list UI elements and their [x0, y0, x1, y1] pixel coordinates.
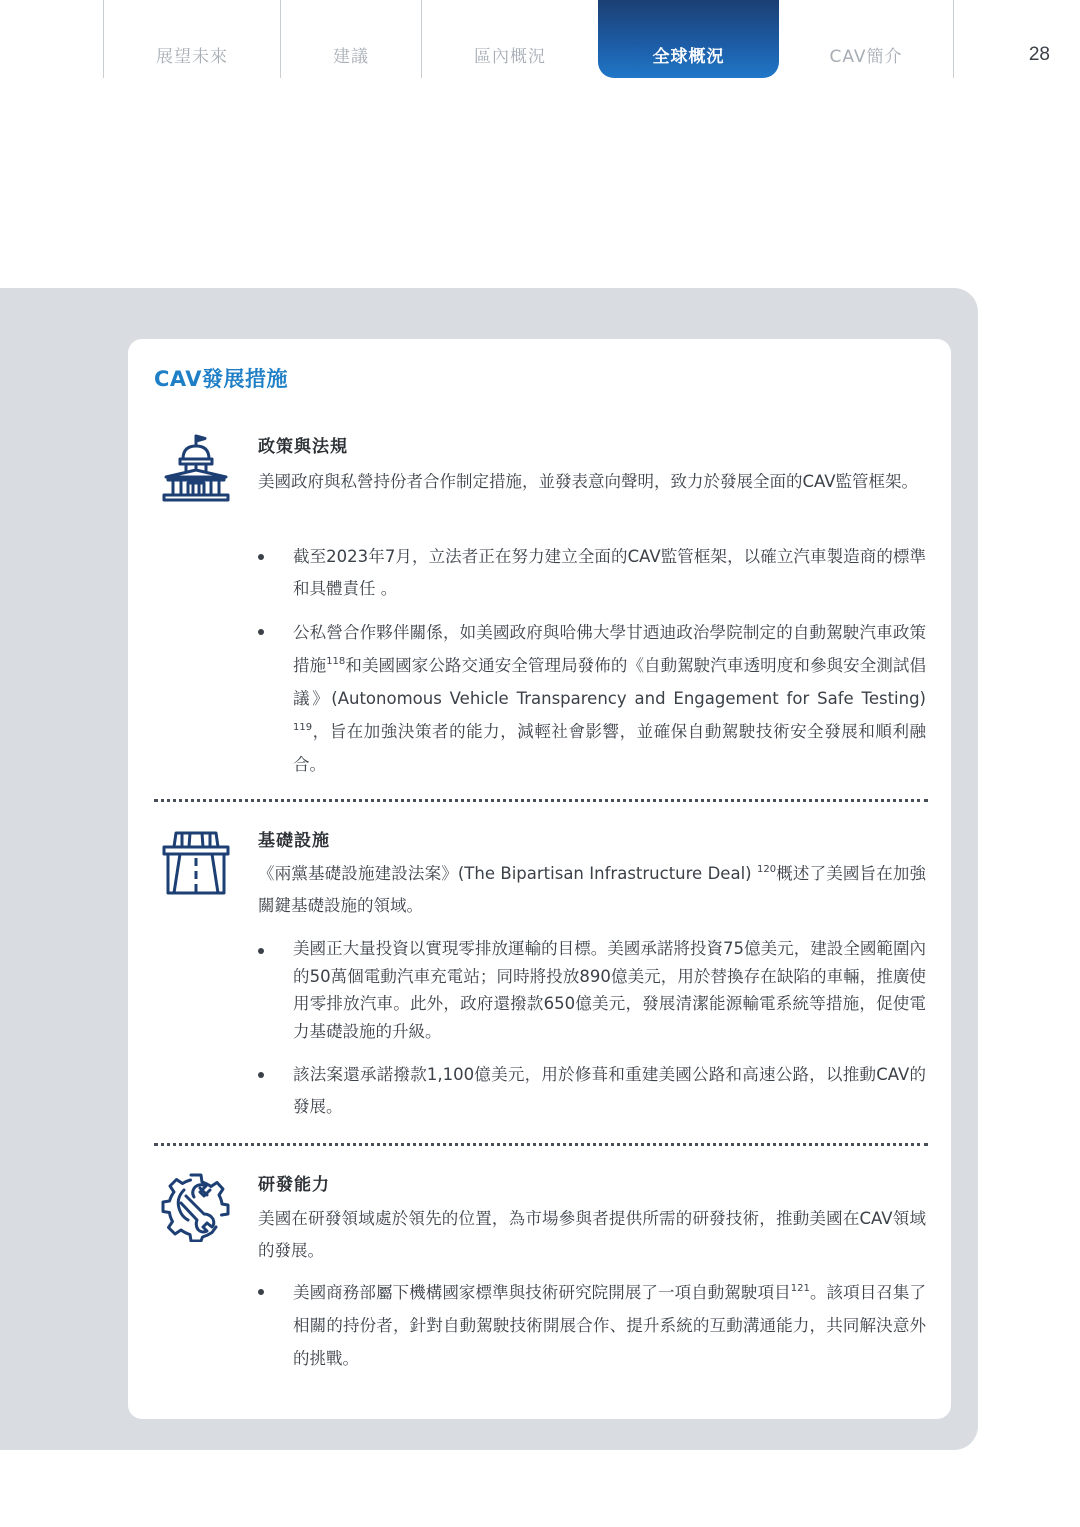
- section-heading: 研發能力: [258, 1175, 330, 1195]
- section-paragraph: [258, 858, 926, 922]
- bullet-list: [258, 1276, 926, 1375]
- bullet-text: 公私營合作夥伴關係，如美國政府與哈佛大學甘迺迪政治學院制定的自動駕駛汽車政策措施: [293, 623, 926, 675]
- list-item: [258, 1059, 926, 1123]
- bullet-list: [258, 541, 926, 781]
- highway-icon: [160, 827, 232, 899]
- bullet-text: 和美國國家公路交通安全管理局發佈的《自動駕駛汽車透明度和參與安全測試倡議》(Autonomous Vehicle Transparency and Engagement for Safe Testing): [293, 656, 927, 708]
- footnote-ref: 118: [326, 656, 346, 667]
- tab-cav-intro[interactable]: CAV簡介: [829, 46, 903, 67]
- nav-separator: [953, 0, 954, 78]
- section-paragraph: 美國在研發領域處於領先的位置，為市場參與者提供所需的研發技術，推動美國在CAV領域的發展。: [258, 1209, 926, 1260]
- bullet-list: [258, 935, 926, 1123]
- tab-future-outlook[interactable]: 展望未來: [156, 46, 228, 67]
- footnote-ref: 119: [293, 722, 313, 733]
- capitol-building-icon: [160, 433, 232, 505]
- top-navigation: [0, 0, 1080, 80]
- bullet-text: 截至2023年7月，立法者正在努力建立全面的CAV監管框架，以確立汽車製造商的標準和具體責任 。: [293, 547, 926, 598]
- footnote-ref: 120: [757, 864, 777, 875]
- bullet-text: ，旨在加強決策者的能力，減輕社會影響，並確保自動駕駛技術安全發展和順利融合。: [293, 722, 926, 774]
- list-item: [258, 541, 926, 605]
- tab-regional-overview[interactable]: 區內概況: [474, 46, 546, 67]
- tab-recommendations[interactable]: 建議: [333, 46, 369, 67]
- page-number: 28: [1028, 44, 1050, 65]
- paragraph-text: 概述了美國旨在加強關鍵基礎設施的領域。: [258, 864, 926, 915]
- section-divider: [154, 799, 928, 802]
- bullet-text: 美國商務部屬下機構國家標準與技術研究院開展了一項自動駕駛項目: [293, 1283, 791, 1302]
- content-card: [128, 339, 951, 1419]
- section-paragraph: 美國政府與私營持份者合作制定措施，並發表意向聲明，致力於發展全面的CAV監管框架。: [258, 472, 919, 491]
- bullet-text: 。該項目召集了相關的持份者，針對自動駕駛技術開展合作、提升系統的互動溝通能力，共同解決意外的挑戰。: [293, 1283, 927, 1368]
- paragraph-text: 《兩黨基礎設施建設法案》(The Bipartisan Infrastructure Deal): [258, 864, 757, 883]
- section-heading: 政策與法規: [258, 437, 348, 457]
- tab-global-overview[interactable]: 全球概況: [598, 0, 779, 78]
- bullet-text: 美國正大量投資以實現零排放運輸的目標。美國承諾將投資75億美元，建設全國範圍內的50萬個電動汽車充電站；同時將投放890億美元，用於替換存在缺陷的車輛，推廣使用零排放汽車。此外，政府還撥款650億美元，發展清潔能源輸電系統等措施，促使電力基礎設施的升級。: [293, 939, 926, 1041]
- section-heading: 基礎設施: [258, 831, 330, 851]
- list-item: [258, 1276, 926, 1375]
- card-title: CAV發展措施: [154, 367, 288, 391]
- list-item: [258, 616, 926, 781]
- gear-wrench-icon: [160, 1170, 232, 1242]
- list-item: [258, 935, 926, 1045]
- bullet-text: 該法案還承諾撥款1,100億美元，用於修葺和重建美國公路和高速公路，以推動CAV的發展。: [293, 1065, 926, 1116]
- footnote-ref: 121: [790, 1283, 810, 1294]
- section-divider: [154, 1143, 928, 1146]
